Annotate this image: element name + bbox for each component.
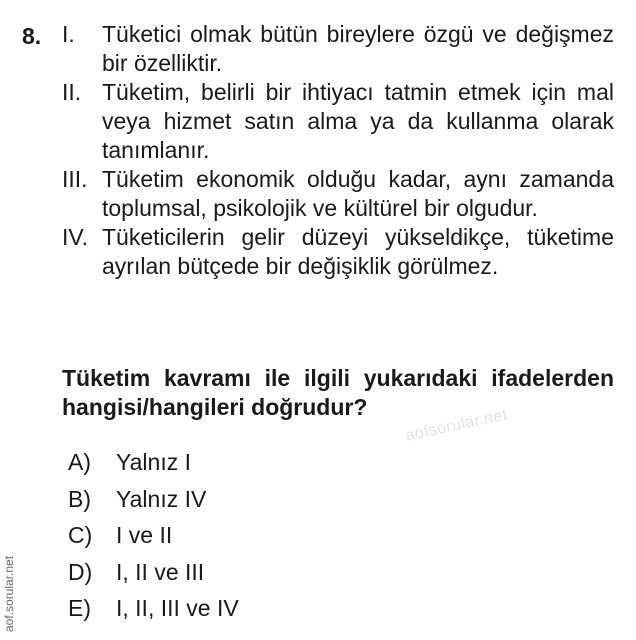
watermark-side: aof.sorular.net [2,555,16,632]
option-text: I, II ve III [116,558,205,585]
option-e[interactable] [68,590,239,627]
question-number: 8. [22,23,42,49]
option-a[interactable] [68,444,239,481]
answer-options [68,444,239,627]
statement-list [62,20,614,281]
statement-3 [62,165,614,223]
statement-text: Tüketim ekonomik olduğu kadar, aynı zamanda toplumsal, psikolojik ve kültürel bir olgudur. [102,166,614,221]
statement-text: Tüketicilerin gelir düzeyi yükseldikçe, tüketime ayrılan bütçede bir değişiklik görülmez. [102,224,614,279]
option-letter: B) [68,485,91,512]
option-c[interactable] [68,517,239,554]
statement-4 [62,223,614,281]
option-text: I, II, III ve IV [116,595,239,621]
option-letter: C) [68,522,93,548]
statement-text: Tüketim, belirli bir ihtiyacı tatmin etmek için mal veya hizmet satın alma ya da kullanma olarak tanımlanır. [102,79,614,163]
option-b[interactable] [68,481,239,518]
statement-numeral: I. [62,21,75,47]
statement-1 [62,20,614,78]
statement-2 [62,78,614,165]
option-letter: D) [68,558,93,585]
statement-numeral: IV. [62,224,89,250]
option-text: Yalnız I [116,449,191,475]
statement-numeral: III. [62,166,88,192]
watermark-center: aofsorular.net [404,406,510,445]
option-text: Yalnız IV [116,485,207,512]
option-text: I ve II [116,522,173,548]
question-stem: Tüketim kavramı ile ilgili yukarıdaki ifadelerden hangisi/hangileri doğrudur? [62,365,614,420]
option-letter: E) [68,595,91,621]
option-d[interactable] [68,554,239,591]
option-letter: A) [68,449,91,475]
statement-numeral: II. [62,79,82,105]
statement-text: Tüketici olmak bütün bireylere özgü ve değişmez bir özelliktir. [102,21,614,76]
